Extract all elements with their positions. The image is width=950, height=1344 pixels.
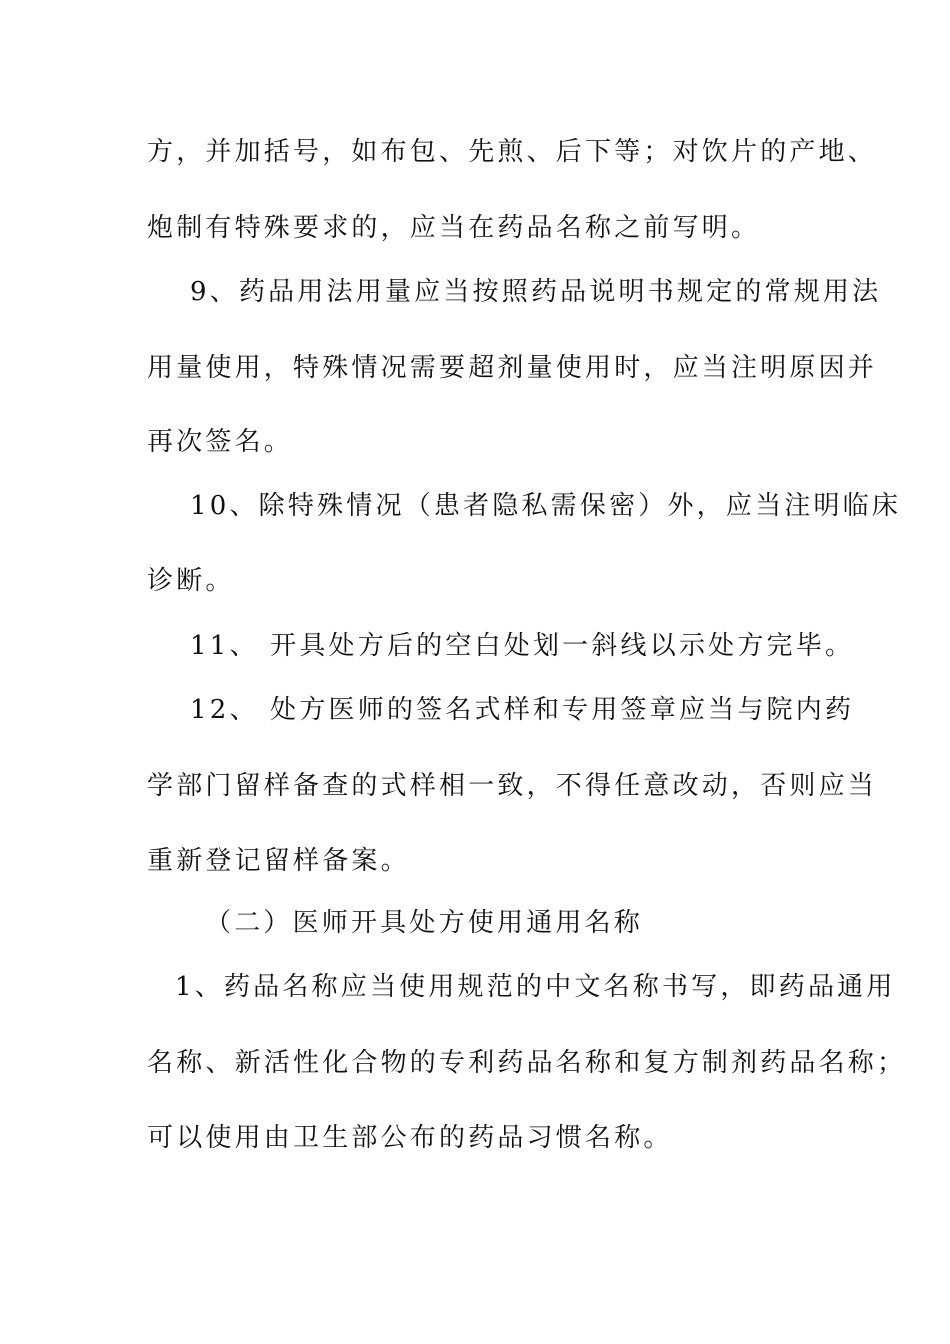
text-line: 12、 处方医师的签名式样和专用签章应当与院内药	[190, 695, 855, 725]
text-line: 方，并加括号，如布包、先煎、后下等；对饮片的产地、	[147, 137, 878, 167]
text-line: 再次签名。	[147, 427, 294, 457]
text-line: 可以使用由卫生部公布的药品习惯名称。	[147, 1123, 673, 1153]
text-line: 诊断。	[147, 566, 235, 596]
text-line: 名称、新活性化合物的专利药品名称和复方制剂药品名称；	[147, 1048, 907, 1078]
section-heading: （二）医师开具处方使用通用名称	[205, 908, 644, 938]
text-line: 学部门留样备查的式样相一致，不得任意改动，否则应当	[147, 771, 878, 801]
text-line: 10、除特殊情况（患者隐私需保密）外，应当注明临床	[190, 491, 902, 521]
text-line: 11、 开具处方后的空白处划一斜线以示处方完毕。	[190, 631, 855, 661]
text-line: 炮制有特殊要求的，应当在药品名称之前写明。	[147, 213, 761, 243]
text-line: 1、药品名称应当使用规范的中文名称书写，即药品通用	[175, 972, 896, 1002]
text-line: 9、药品用法用量应当按照药品说明书规定的常规用法	[190, 277, 882, 307]
text-line: 用量使用，特殊情况需要超剂量使用时，应当注明原因并	[147, 353, 878, 383]
text-line: 重新登记留样备案。	[147, 846, 410, 876]
